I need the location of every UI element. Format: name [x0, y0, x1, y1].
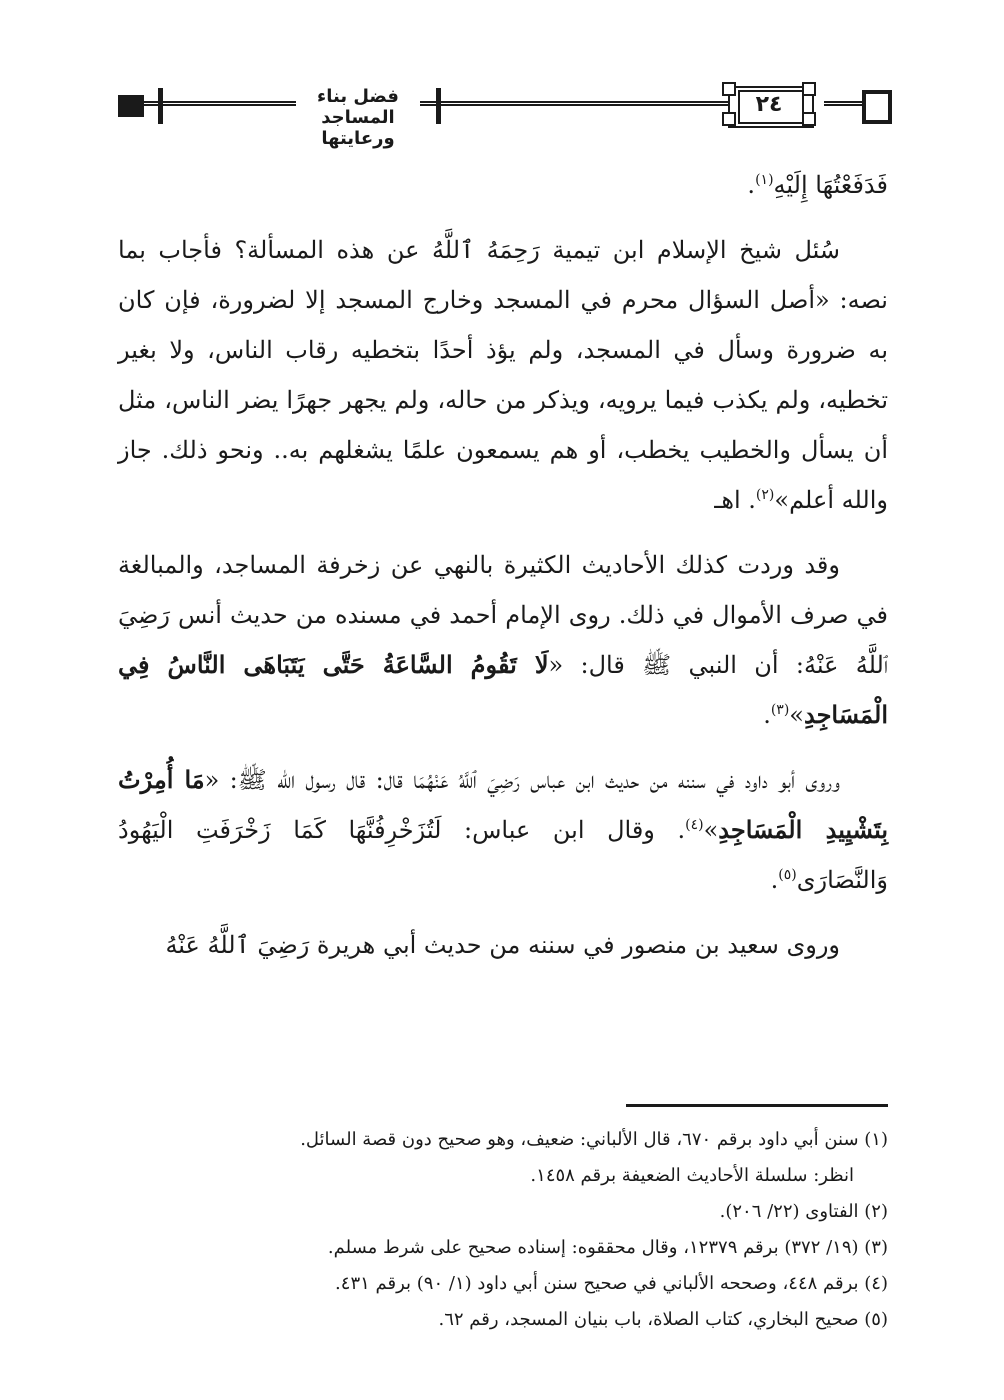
- paragraph: [118, 225, 888, 525]
- footnote: (٣) (١٩/ ٣٧٢) برقم ١٢٣٧٩، وقال محققوه: إسناده صحيح على شرط مسلم.: [327, 1237, 888, 1258]
- header-rule: [441, 101, 728, 106]
- footnote: (٤) برقم ٤٤٨، وصححه الألباني في صحيح سنن أبي داود (١/ ٩٠) برقم ٤٣١.: [335, 1273, 888, 1294]
- frame-corner-ornament: [722, 82, 736, 96]
- quote-mark: »: [703, 816, 719, 844]
- footnote-ref: (٥): [778, 867, 797, 883]
- frame-corner-ornament: [802, 112, 816, 126]
- footnotes: [118, 1122, 888, 1338]
- footnote: (١) سنن أبي داود برقم ٦٧٠، قال الألباني: ضعيف، وهو صحيح دون قصة السائل.: [300, 1129, 888, 1150]
- paragraph-end: . اهـ: [714, 486, 756, 514]
- header-rule: [144, 101, 158, 106]
- header-ornament-square: [118, 95, 144, 117]
- footnote-continuation: انظر: سلسلة الأحاديث الضعيفة برقم ١٤٥٨.: [530, 1165, 854, 1186]
- footnote-separator: [626, 1104, 888, 1107]
- paragraph: [118, 920, 888, 970]
- header-rule: [824, 101, 862, 106]
- footnote-ref: (١): [755, 172, 774, 188]
- footnote: (٢) الفتاوى (٢٢/ ٢٠٦).: [719, 1201, 888, 1222]
- paragraph: [118, 540, 888, 740]
- hadith-text: فَدَفَعْتُهَا إِلَيْهِ: [773, 171, 888, 199]
- punctuation: .: [747, 171, 756, 199]
- paragraph-text: سُئل شيخ الإسلام ابن تيمية رَحِمَهُ ٱللَّهُ عن هذه المسألة؟ فأجاب بما نصه: «أصل السؤال محرم في المسجد وخارج المسجد إلا لضرورة، فإن كان به ضرورة وسأل في المسجد، ولم يؤذ أحدًا بتخطيه رقاب الناس، ولا بغير تخطيه، ولم يكذب فيما يرويه، ويذكر من حاله، ولم يجهر جهرًا يضر الناس، مثل أن يسأل والخطيب يخطب، أو هم يسمعون علمًا يشغلهم به.. ونحو ذلك. جاز والله أعلم»: [118, 236, 889, 514]
- punctuation: .: [770, 866, 779, 894]
- paragraph: [118, 755, 888, 905]
- paragraph-text: وروى سعيد بن منصور في سننه من حديث أبي هريرة رَضِيَ ٱللَّهُ عَنْهُ: [165, 931, 840, 959]
- header-rule: [420, 101, 436, 106]
- frame-corner-ornament: [802, 82, 816, 96]
- paragraph-text: وقد وردت كذلك الأحاديث الكثيرة بالنهي عن زخرفة المساجد، والمبالغة في صرف الأموال في ذلك. روى الإمام أحمد في مسنده من حديث أنس رَضِيَ ٱللَّهُ عَنْهُ: أن النبي ﷺ قال: «: [118, 551, 888, 679]
- page-number: ٢٤: [755, 92, 783, 117]
- running-title: فضل بناء المساجد ورعايتها: [317, 86, 399, 149]
- footnote-ref: (٣): [770, 702, 790, 718]
- punctuation: .: [763, 701, 771, 729]
- page-header: [118, 82, 888, 149]
- quote-mark: »: [789, 701, 804, 729]
- frame-corner-ornament: [722, 112, 736, 126]
- page-number-frame: [714, 82, 824, 128]
- header-ornament-bar: [436, 88, 441, 124]
- header-ornament-bar: [158, 88, 163, 124]
- footnote-ref: (٤): [685, 817, 704, 833]
- footnote-ref: (٢): [755, 487, 775, 503]
- hadith-quote: مَا أُمِرْتُ بِتَشْيِيدِ الْمَسَاجِدِ: [118, 765, 889, 844]
- paragraph-text: وروى أبو داود في سننه من حديث ابن عباس رَضِيَ ٱللَّهُ عَنْهُمَا قال: قال رسول الله ﷺ: «: [204, 766, 840, 794]
- hadith-quote: لَا تَقُومُ السَّاعَةُ حَتَّى يَتَبَاهَى النَّاسُ فِي الْمَسَاجِدِ: [118, 650, 888, 729]
- main-text: [118, 160, 888, 985]
- paragraph: [118, 160, 888, 210]
- header-ornament-square-outline: [862, 90, 892, 124]
- header-rule: [163, 101, 296, 106]
- footnote: (٥) صحيح البخاري، كتاب الصلاة، باب بنيان المسجد، رقم ٦٢.: [438, 1309, 888, 1330]
- paragraph-text: . وقال ابن عباس: لَتُزَخْرِفُنَّهَا كَمَا زَخْرَفَتِ الْيَهُودُ وَالنَّصَارَى: [118, 816, 888, 894]
